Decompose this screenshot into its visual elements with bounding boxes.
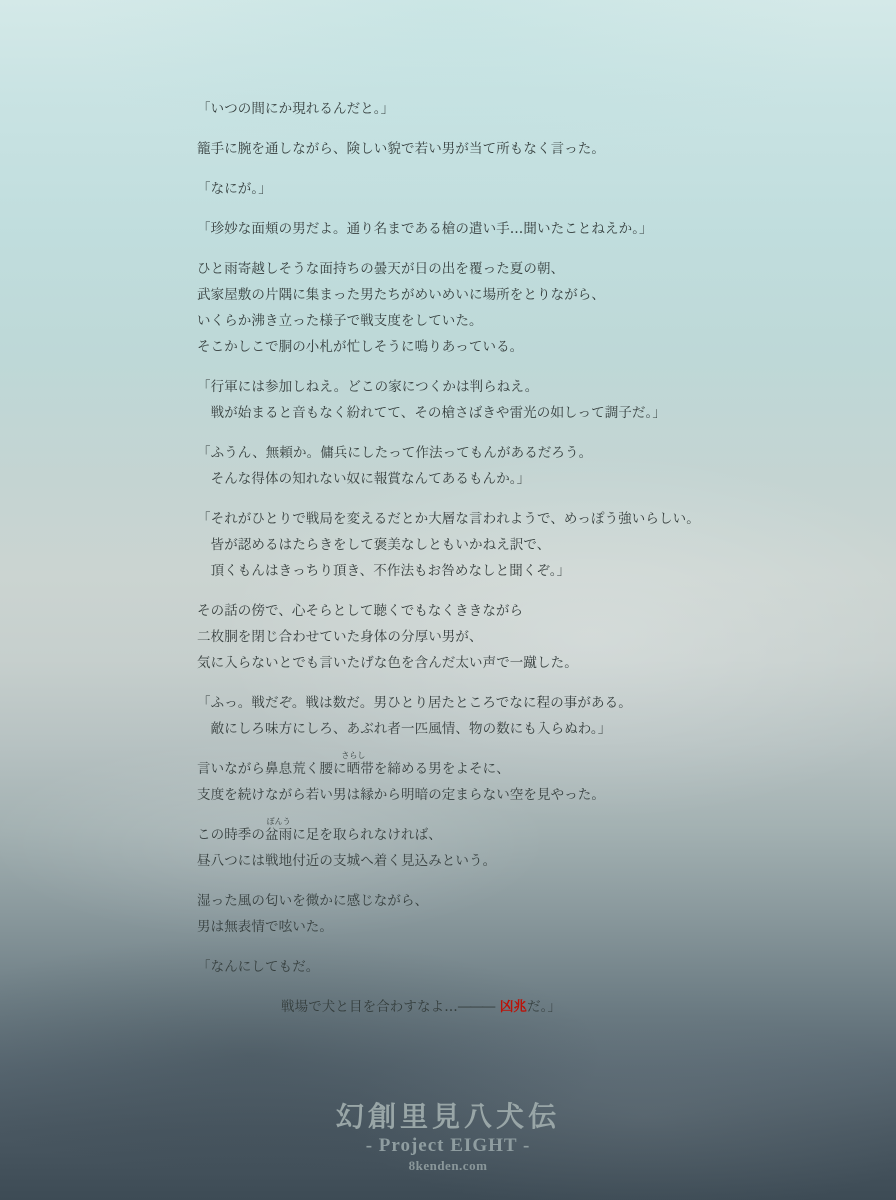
furigana: さらし — [341, 751, 366, 760]
story-line — [197, 466, 797, 492]
ruby-word: 盆雨 ぼんう — [265, 817, 293, 843]
story-segment: 「なにが。」 — [197, 181, 272, 197]
story-segment: 言いながら鼻息荒く腰に — [197, 761, 347, 777]
story-paragraph — [197, 506, 797, 584]
story-line — [197, 440, 797, 466]
story-paragraph — [197, 598, 797, 676]
story-line — [197, 506, 797, 532]
story-paragraph — [197, 440, 797, 492]
story-segment: 「ふうん、無頼か。傭兵にしたって作法ってもんがあるだろう。 — [197, 445, 593, 461]
story-line — [197, 650, 797, 676]
story-segment: 昼八つには戦地付近の支城へ着く見込みという。 — [197, 853, 497, 869]
story-line — [197, 624, 797, 650]
furigana: ぼんう — [266, 817, 291, 826]
site-logo-subtitle: - Project EIGHT - — [365, 1135, 531, 1156]
story-line — [197, 817, 797, 848]
story-segment: 支度を続けながら若い男は縁から明暗の定まらない空を見やった。 — [197, 787, 605, 803]
story-line — [197, 96, 797, 122]
accent-word: 凶兆 — [499, 999, 528, 1015]
story-paragraph — [197, 954, 797, 980]
story-line — [197, 216, 797, 242]
story-paragraph — [197, 888, 797, 940]
story-line — [197, 888, 797, 914]
story-line — [197, 374, 797, 400]
story-segment: 湿った風の匂いを微かに感じながら、 — [197, 893, 429, 909]
story-line — [197, 400, 797, 426]
story-paragraph — [197, 176, 797, 202]
story-line — [197, 176, 797, 202]
story-paragraph — [197, 817, 797, 874]
story-paragraph — [197, 374, 797, 426]
story-line — [197, 256, 797, 282]
story-paragraph — [197, 136, 797, 162]
story-line — [197, 282, 797, 308]
story-paragraph — [197, 256, 797, 360]
story-line — [197, 136, 797, 162]
story-segment: 「行軍には参加しねえ。どこの家につくかは判らねえ。 — [197, 379, 539, 395]
long-dash: ――― — [457, 999, 494, 1015]
story-segment: 二枚胴を閉じ合わせていた身体の分厚い男が、 — [197, 629, 483, 645]
story-segment: 戦場で犬と目を合わすなよ… — [281, 999, 458, 1015]
story-paragraph — [197, 751, 797, 808]
story-segment: この時季の — [197, 827, 265, 843]
story-segment: 気に入らないとでも言いたげな色を含んだ太い声で一蹴した。 — [197, 655, 578, 671]
story-segment: 敵にしろ味方にしろ、あぶれ者一匹風情、物の数にも入らぬわ。」 — [197, 721, 612, 737]
story-segment: 頂くもんはきっちり頂き、不作法もお咎めなしと聞くぞ。」 — [197, 563, 571, 579]
story-segment: その話の傍で、心そらとして聴くでもなくききながら — [197, 603, 524, 619]
story-paragraph — [197, 216, 797, 242]
story-segment: そこかしこで胴の小札が忙しそうに鳴りあっている。 — [197, 339, 524, 355]
story-line — [197, 334, 797, 360]
story-segment: そんな得体の知れない奴に報賞なんてあるもんか。」 — [197, 471, 531, 487]
story-line — [197, 558, 797, 584]
story-segment: 武家屋敷の片隅に集まった男たちがめいめいに場所をとりながら、 — [197, 287, 605, 303]
site-logo-title: 幻創里見八犬伝 — [335, 1100, 560, 1133]
story-segment: 籠手に腕を通しながら、険しい貌で若い男が当て所もなく言った。 — [197, 141, 605, 157]
story-segment: 男は無表情で呟いた。 — [197, 919, 333, 935]
story-line — [197, 954, 797, 980]
story-segment: ひと雨寄越しそうな面持ちの曇天が日の出を覆った夏の朝、 — [197, 261, 565, 277]
story-paragraph — [197, 994, 797, 1020]
story-segment: だ。」 — [527, 999, 562, 1015]
story-line — [197, 914, 797, 940]
story-segment: 「ふっ。戦だぞ。戦は数だ。男ひとり居たところでなに程の事がある。 — [197, 695, 632, 711]
story-line — [197, 532, 797, 558]
story-line — [197, 716, 797, 742]
story-line — [197, 308, 797, 334]
story-segment: 「いつの間にか現れるんだと。」 — [197, 101, 395, 117]
story-segment: 「なんにしてもだ。 — [197, 959, 320, 975]
story-paragraph — [197, 96, 797, 122]
story-line — [281, 994, 797, 1020]
story-segment: 皆が認めるはたらきをして褒美なしともいかねえ訳で、 — [197, 537, 551, 553]
story-line — [197, 598, 797, 624]
story-segment: 「それがひとりで戦局を変えるだとか大層な言われようで、めっぽう強いらしい。 — [197, 511, 700, 527]
story-paragraph — [197, 690, 797, 742]
ruby-word: 晒 さらし — [341, 751, 366, 777]
story-line — [197, 751, 797, 782]
site-logo-url: 8kenden.com — [408, 1158, 488, 1173]
site-footer — [0, 1100, 896, 1174]
story-segment: 帯を締める男をよそに、 — [360, 761, 510, 777]
story-line — [197, 690, 797, 716]
story-line — [197, 782, 797, 808]
story-segment: 戦が始まると音もなく紛れてて、その槍さばきや雷光の如しって調子だ。」 — [197, 405, 666, 421]
story-segment: 「珍妙な面頬の男だよ。通り名まである槍の遣い手…聞いたことねえか。」 — [197, 221, 653, 237]
story-line — [197, 848, 797, 874]
story-segment: に足を取られなければ、 — [292, 827, 442, 843]
story-segment: いくらか沸き立った様子で戦支度をしていた。 — [197, 313, 483, 329]
story-text — [197, 96, 797, 1034]
